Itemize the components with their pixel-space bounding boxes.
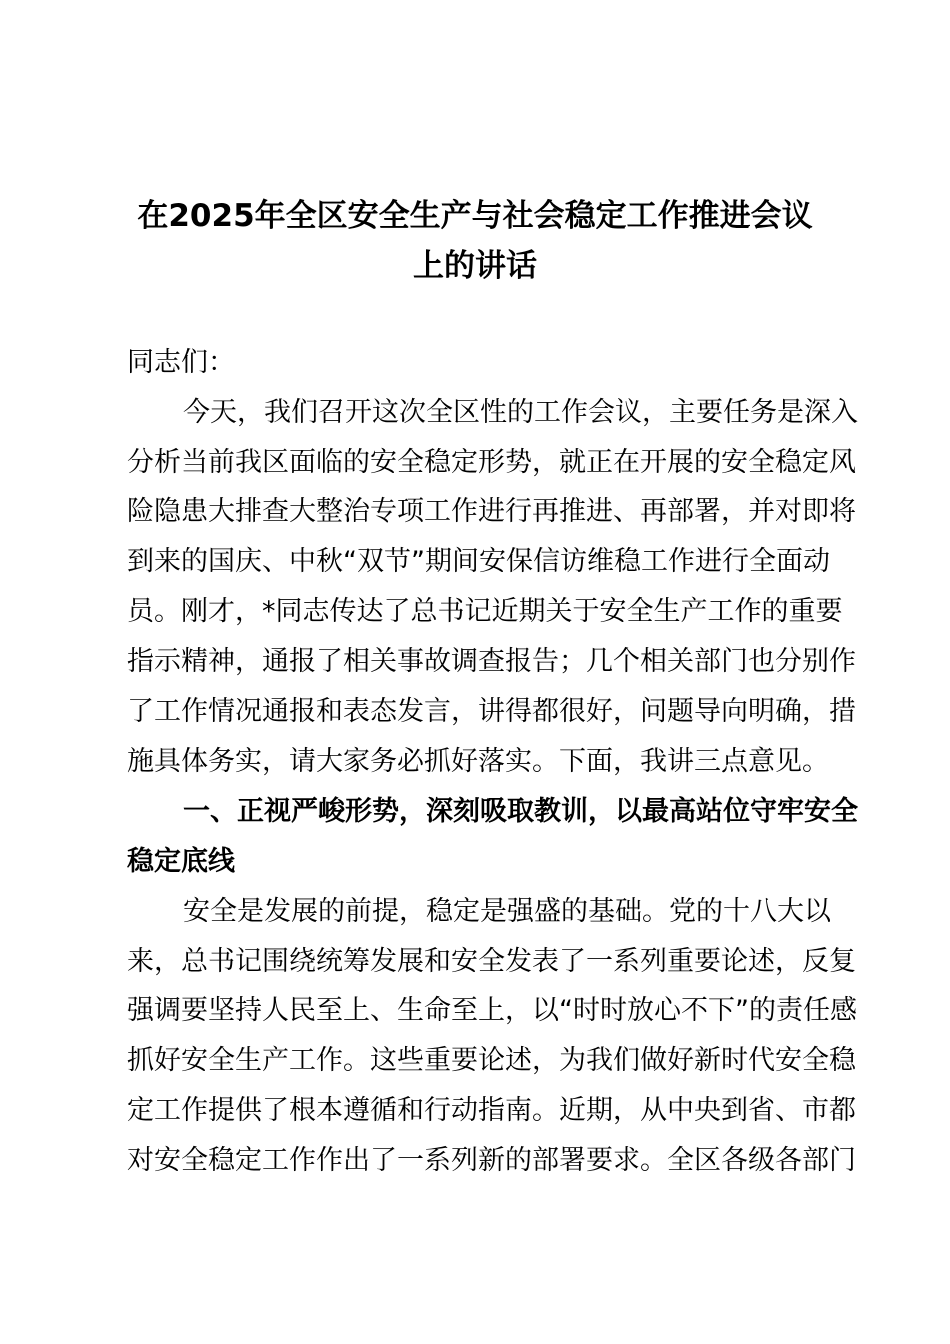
paragraph-line: 了工作情况通报和表态发言，讲得都很好，问题导向明确，措 (127, 696, 856, 727)
heading-line: 稳定底线 (127, 846, 235, 877)
title-line-1: 在2025年全区安全生产与社会稳定工作推进会议 (137, 198, 813, 234)
paragraph-line: 施具体务实，请大家务必抓好落实。下面，我讲三点意见。 (127, 746, 829, 777)
paragraph-line: 分析当前我区面临的安全稳定形势，就正在开展的安全稳定风 (127, 447, 856, 478)
paragraph-line: 抓好安全生产工作。这些重要论述，为我们做好新时代安全稳 (127, 1045, 856, 1076)
paragraph-line: 到来的国庆、中秋“双节”期间安保信访维稳工作进行全面动 (127, 546, 830, 577)
salutation: 同志们： (127, 347, 235, 378)
paragraph-line: 对安全稳定工作作出了一系列新的部署要求。全区各级各部门 (127, 1145, 856, 1176)
paragraph-line: 险隐患大排查大整治专项工作进行再推进、再部署，并对即将 (127, 496, 856, 527)
paragraph-line: 今天，我们召开这次全区性的工作会议，主要任务是深入 (183, 397, 858, 428)
heading-line: 一、正视严峻形势，深刻吸取教训，以最高站位守牢安全 (183, 796, 858, 827)
paragraph-line: 来，总书记围绕统筹发展和安全发表了一系列重要论述，反复 (127, 946, 856, 977)
paragraph-line: 安全是发展的前提，稳定是强盛的基础。党的十八大以 (183, 896, 831, 927)
paragraph-line: 指示精神，通报了相关事故调查报告；几个相关部门也分别作 (127, 646, 856, 677)
paragraph-line: 强调要坚持人民至上、生命至上，以“时时放心不下”的责任感 (127, 995, 857, 1026)
title-line-2: 上的讲话 (413, 248, 537, 284)
paragraph-line: 定工作提供了根本遵循和行动指南。近期，从中央到省、市都 (127, 1095, 856, 1126)
paragraph-line: 员。刚才，*同志传达了总书记近期关于安全生产工作的重要 (127, 596, 843, 627)
